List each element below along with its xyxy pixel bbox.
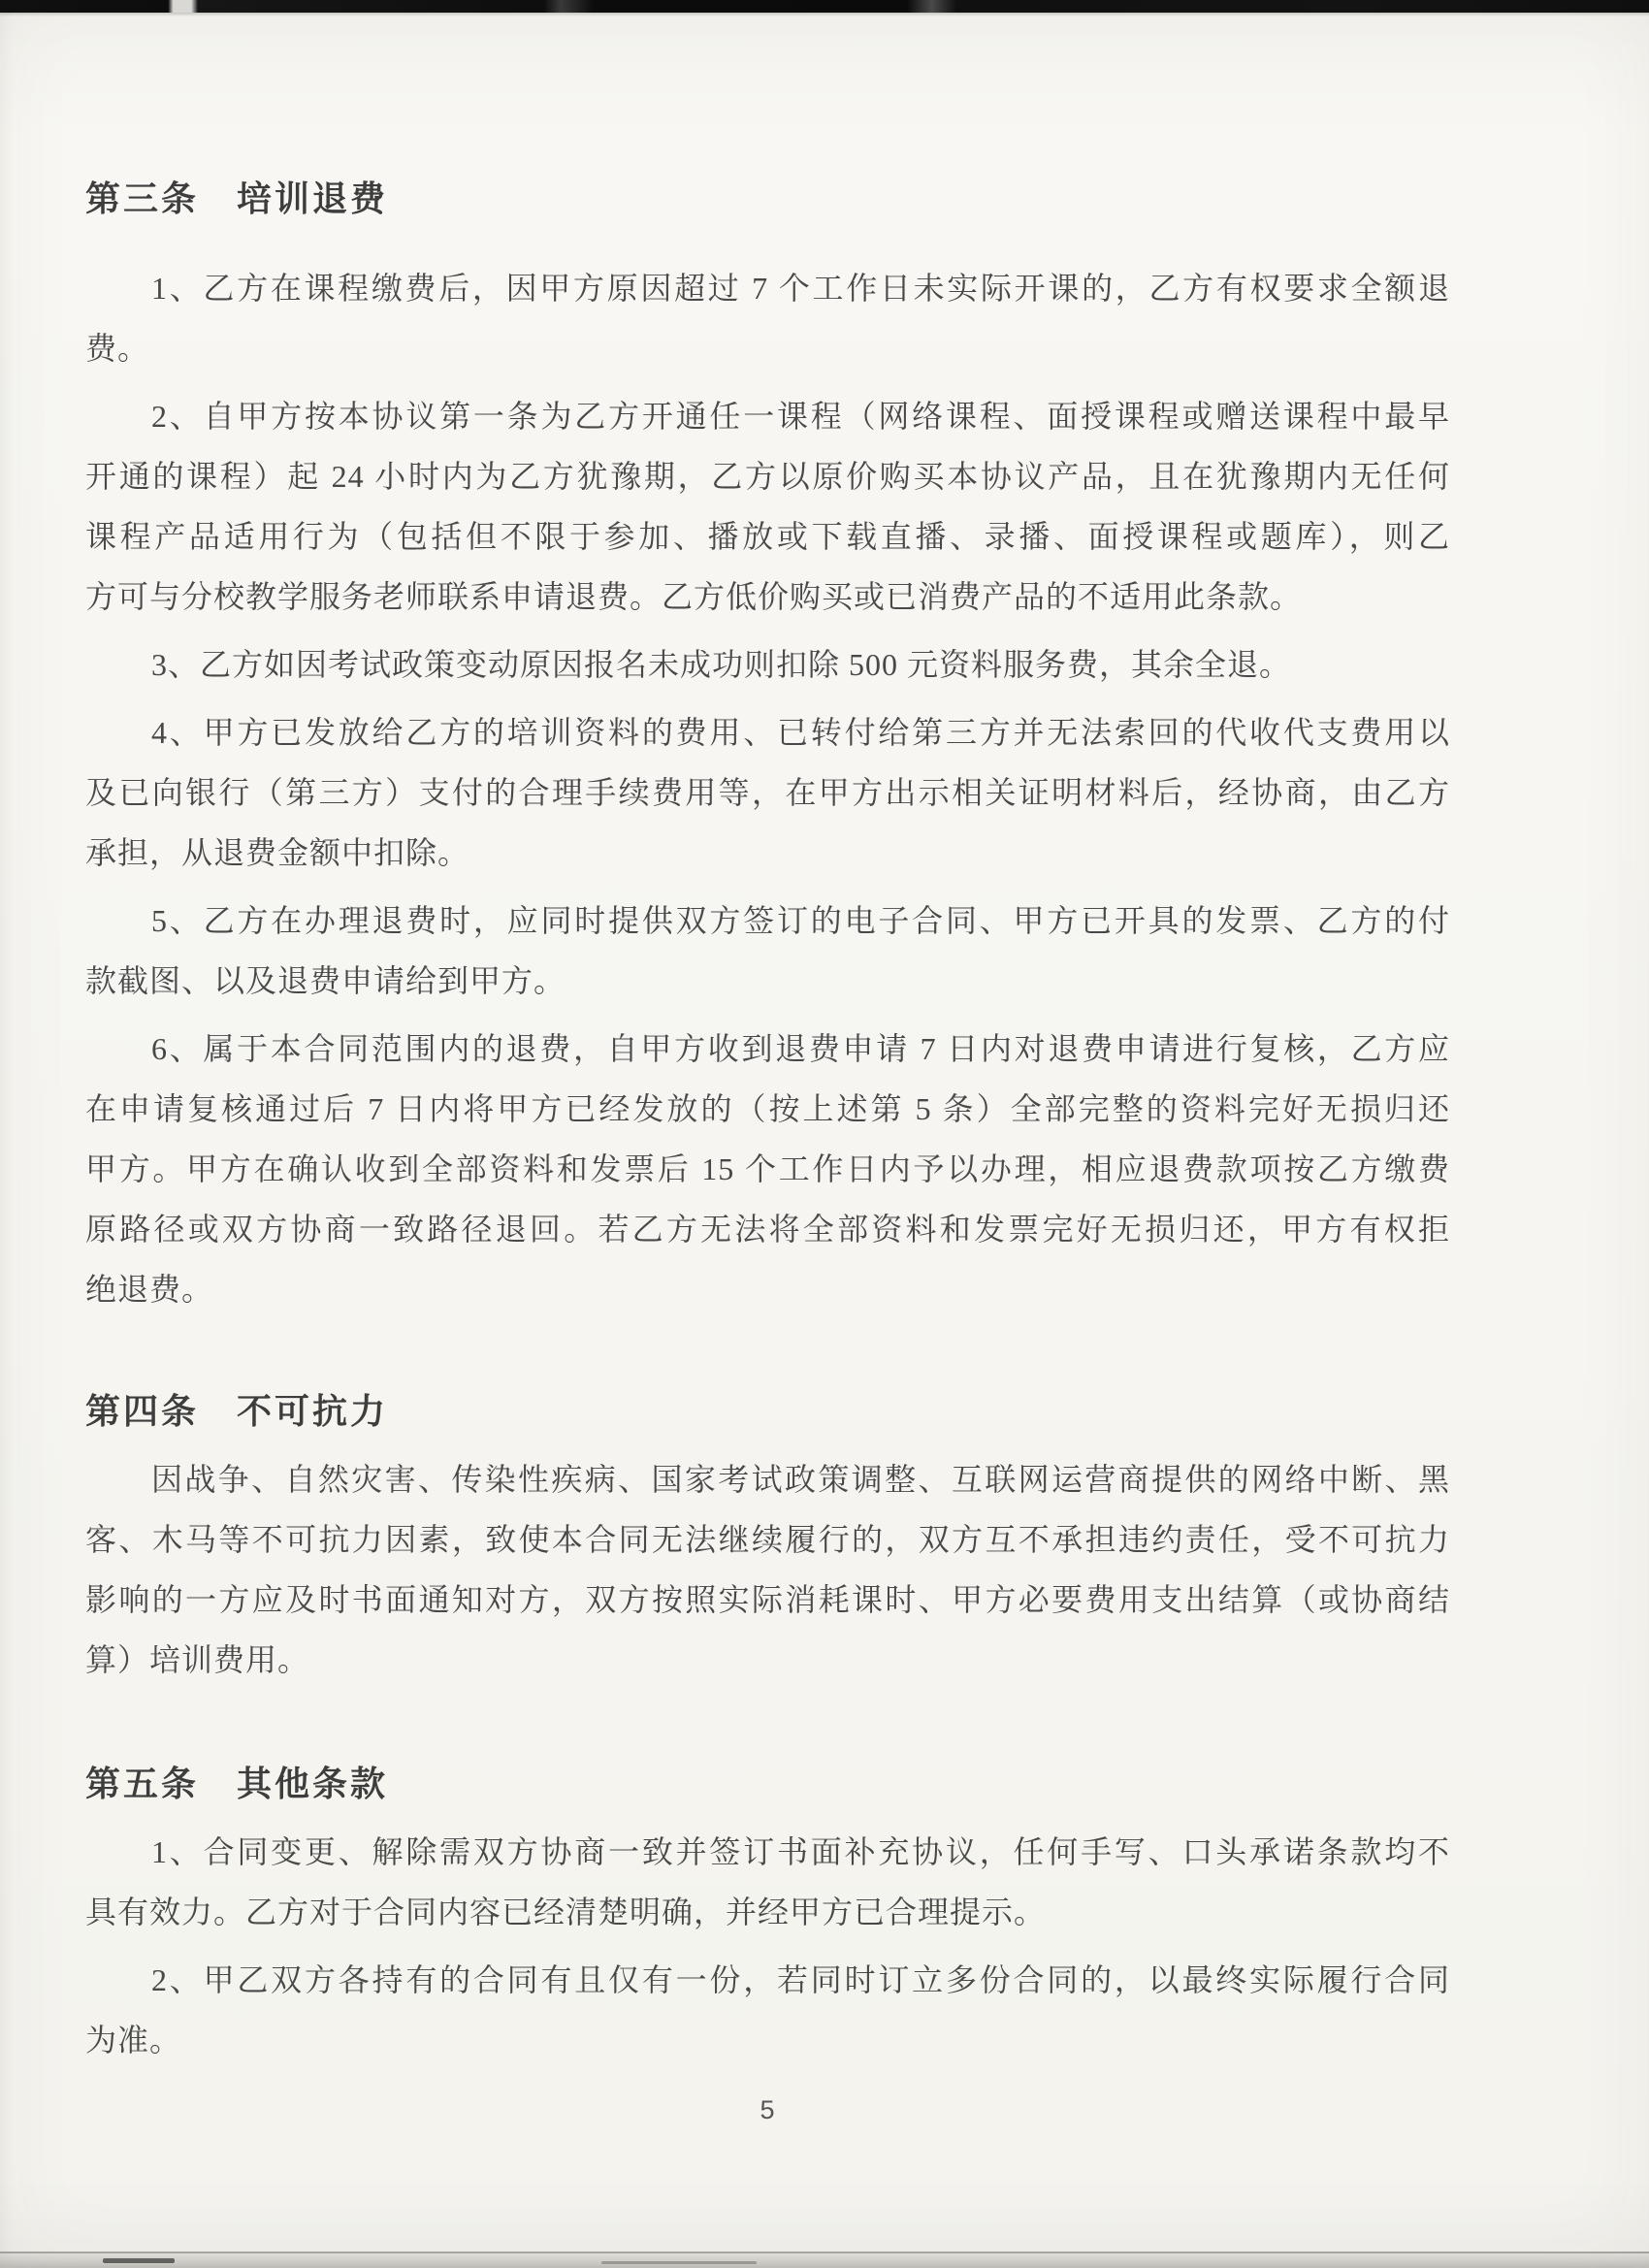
contract-line: 2、自甲方按本协议第一条为乙方开通任一课程（网络课程、面授课程或赠送课程中最早 <box>151 399 1450 434</box>
contract-line: 原路径或双方协商一致路径退回。若乙方无法将全部资料和发票完好无损归还，甲方有权拒 <box>85 1212 1450 1247</box>
article-3-clause-5 <box>85 891 1450 1011</box>
contract-line: 课程产品适用行为（包括但不限于参加、播放或下载直播、录播、面授课程或题库），则乙 <box>85 519 1450 554</box>
article-3-clause-4 <box>85 702 1450 883</box>
contract-line: 费。 <box>85 331 150 366</box>
contract-line: 3、乙方如因考试政策变动原因报名未成功则扣除 500 元资料服务费，其余全退。 <box>151 647 1292 682</box>
article-3-clause-2 <box>85 386 1450 627</box>
article-5-heading: 第五条 其他条款 <box>85 1764 389 1803</box>
contract-line: 客、木马等不可抗力因素，致使本合同无法继续履行的，双方互不承担违约责任，受不可抗力 <box>85 1522 1450 1557</box>
contract-line: 因战争、自然灾害、传染性疾病、国家考试政策调整、互联网运营商提供的网络中断、黑 <box>151 1462 1450 1497</box>
contract-line: 及已向银行（第三方）支付的合理手续费用等，在甲方出示相关证明材料后，经协商，由乙方 <box>85 775 1450 810</box>
article-3-heading: 第三条 培训退费 <box>85 178 389 218</box>
contract-line: 承担，从退费金额中扣除。 <box>85 835 470 870</box>
scan-artifact-dash <box>601 2261 757 2264</box>
article-3-clause-1 <box>85 258 1450 378</box>
contract-line: 4、甲方已发放给乙方的培训资料的费用、已转付给第三方并无法索回的代收代支费用以 <box>151 715 1450 750</box>
article-3-clause-6 <box>85 1019 1450 1319</box>
contract-line: 在申请复核通过后 7 日内将甲方已经发放的（按上述第 5 条）全部完整的资料完好无损归还 <box>85 1091 1450 1126</box>
contract-line: 开通的课程）起 24 小时内为乙方犹豫期，乙方以原价购买本协议产品，且在犹豫期内无任何 <box>85 459 1450 494</box>
contract-line: 6、属于本合同范围内的退费，自甲方收到退费申请 7 日内对退费申请进行复核，乙方应 <box>151 1031 1450 1066</box>
scan-artifact-dash <box>103 2258 175 2263</box>
contract-line: 5、乙方在办理退费时，应同时提供双方签订的电子合同、甲方已开具的发票、乙方的付 <box>151 903 1450 938</box>
contract-line: 方可与分校教学服务老师联系申请退费。乙方低价购买或已消费产品的不适用此条款。 <box>85 579 1303 614</box>
contract-line: 2、甲乙双方各持有的合同有且仅有一份，若同时订立多份合同的，以最终实际履行合同 <box>151 1962 1450 1997</box>
article-4-body <box>85 1449 1450 1690</box>
article-5-clause-1 <box>85 1822 1450 1942</box>
section-article-3-refund <box>85 175 1450 1319</box>
contract-line: 具有效力。乙方对于合同内容已经清楚明确，并经甲方已合理提示。 <box>85 1895 1047 1929</box>
contract-line: 款截图、以及退费申请给到甲方。 <box>85 963 566 998</box>
scan-artifact-bottom-edge <box>0 2252 1649 2268</box>
contract-line: 1、合同变更、解除需双方协商一致并签订书面补充协议，任何手写、口头承诺条款均不 <box>151 1834 1450 1869</box>
page-number: 5 <box>760 2095 776 2124</box>
contract-line: 为准。 <box>85 2023 182 2057</box>
contract-content <box>85 175 1450 2126</box>
contract-line: 影响的一方应及时书面通知对方，双方按照实际消耗课时、甲方必要费用支出结算（或协商结 <box>85 1582 1450 1617</box>
article-3-clause-3 <box>85 634 1450 695</box>
contract-line: 绝退费。 <box>85 1272 214 1307</box>
section-article-4-force-majeure <box>85 1387 1450 1690</box>
contract-line: 算）培训费用。 <box>85 1642 310 1677</box>
section-article-5-other-terms <box>85 1760 1450 2070</box>
contract-line: 1、乙方在课程缴费后，因甲方原因超过 7 个工作日未实际开课的，乙方有权要求全额退 <box>151 271 1450 306</box>
contract-line: 甲方。甲方在确认收到全部资料和发票后 15 个工作日内予以办理，相应退费款项按乙方缴费 <box>85 1151 1450 1186</box>
article-4-heading: 第四条 不可抗力 <box>85 1391 389 1431</box>
article-5-clause-2 <box>85 1950 1450 2070</box>
scan-artifact-top-edge <box>0 0 1649 13</box>
